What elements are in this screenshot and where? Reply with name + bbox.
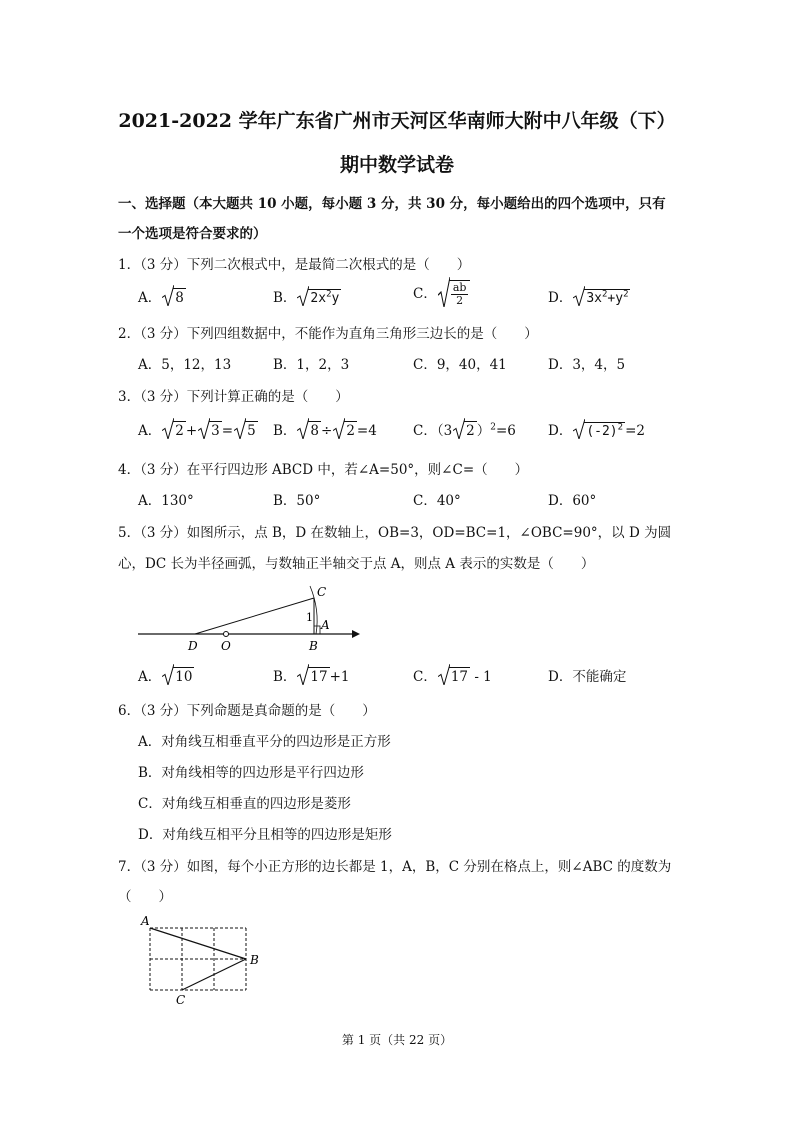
q3-option-b[interactable]: B． 8 ÷ 2 =4: [273, 419, 377, 439]
sqrt-symbol: [438, 280, 471, 307]
exam-title-line1: 2021-2022 学年广东省广州市天河区华南师大附中八年级（下）: [118, 110, 676, 132]
sqrt-symbol: 17: [438, 667, 470, 685]
q1-option-c[interactable]: C． $\frac{ab}{2}$: [413, 280, 470, 307]
q3-option-d[interactable]: D． $(-2)^2 =2$: [548, 419, 645, 439]
q6-option-a[interactable]: A．对角线互相垂直平分的四边形是正方形: [138, 734, 391, 750]
q1-option-d[interactable]: D． $3x^2+y^2$: [548, 286, 630, 306]
q5-stem-line2: 心，DC 长为半径画弧，与数轴正半轴交于点 A，则点 A 表示的实数是（ ）: [118, 556, 595, 572]
q7-stem-line1: 7．（3 分）如图，每个小正方形的边长都是 1，A，B，C 分别在格点上，则∠ABC 的度数为: [118, 859, 672, 875]
label-c: C: [176, 993, 186, 1007]
label-a: A: [321, 618, 330, 632]
q2-option-b[interactable]: B．1，2，3: [273, 357, 350, 373]
q1-option-b[interactable]: B． $2x^2y$: [273, 286, 341, 306]
q4-option-a[interactable]: A．130°: [138, 493, 194, 509]
q6-option-d[interactable]: D．对角线互相平分且相等的四边形是矩形: [138, 827, 392, 843]
label-b: B: [250, 953, 259, 967]
q5-number-line-figure: [130, 578, 370, 658]
q2-option-a[interactable]: A．5，12，13: [138, 357, 232, 373]
sqrt-symbol: $3x^2+y^2$: [573, 289, 630, 306]
label-c: C: [317, 585, 327, 599]
q5-option-b[interactable]: B． 17 +1: [273, 665, 350, 685]
sqrt-symbol: 10: [162, 667, 194, 685]
q6-option-c[interactable]: C．对角线互相垂直的四边形是菱形: [138, 796, 351, 812]
q5-option-d[interactable]: D．不能确定: [548, 669, 627, 685]
q4-stem: 4．（3 分）在平行四边形 ABCD 中，若∠A=50°，则∠C=（ ）: [118, 462, 529, 478]
sqrt-symbol: 8: [162, 288, 186, 306]
q5-option-a[interactable]: A． 10: [138, 665, 194, 685]
sqrt-symbol: 3: [198, 421, 222, 439]
segment-dc: [195, 598, 314, 634]
q7-stem-line2: （ ）: [118, 889, 172, 905]
q2-stem: 2．（3 分）下列四组数据中，不能作为直角三角形三边长的是（ ）: [118, 326, 538, 342]
q3-option-c[interactable]: C．（3 2 ）$^2$=6: [413, 419, 516, 439]
section-header-line1: 一、选择题（本大题共 10 小题，每小题 3 分，共 30 分，每小题给出的四个选项中，只有: [118, 196, 666, 212]
label-b: B: [309, 639, 318, 653]
q3-option-a[interactable]: A． 2 + 3 = 5: [138, 419, 258, 439]
q4-option-b[interactable]: B．50°: [273, 493, 321, 509]
sqrt-symbol: 2: [453, 421, 477, 439]
page-footer: 第 1 页（共 22 页）: [341, 1033, 453, 1047]
q6-stem: 6．（3 分）下列命题是真命题的是（ ）: [118, 703, 376, 719]
sqrt-symbol: $2x^2y$: [297, 289, 341, 306]
label-d: D: [188, 639, 198, 653]
sqrt-symbol: 17: [297, 667, 329, 685]
sqrt-symbol: 5: [234, 421, 258, 439]
sqrt-symbol: 2: [162, 421, 186, 439]
dashed-grid: [150, 928, 246, 990]
fraction: $\frac{ab}{2}$: [452, 281, 467, 308]
q4-option-c[interactable]: C．40°: [413, 493, 461, 509]
origin-point: [224, 632, 229, 637]
section-header-line2: 一个选项是符合要求的）: [118, 226, 267, 242]
q2-option-d[interactable]: D．3，4，5: [548, 357, 626, 373]
sqrt-symbol: 8: [297, 421, 321, 439]
q2-option-c[interactable]: C．9，40，41: [413, 357, 507, 373]
label-o: O: [221, 639, 231, 653]
segment-ab: [150, 928, 246, 959]
q1-option-a[interactable]: A． 8: [138, 286, 186, 306]
label-a: A: [141, 914, 150, 928]
q6-option-b[interactable]: B．对角线相等的四边形是平行四边形: [138, 765, 364, 781]
sqrt-symbol: 2: [333, 421, 357, 439]
q3-stem: 3．（3 分）下列计算正确的是（ ）: [118, 389, 349, 405]
q4-option-d[interactable]: D．60°: [548, 493, 597, 509]
q5-stem-line1: 5．（3 分）如图所示，点 B，D 在数轴上，OB=3，OD=BC=1，∠OBC=90°，以 D 为圆: [118, 525, 672, 541]
q5-option-c[interactable]: C． 17 - 1: [413, 665, 492, 685]
label-one: 1: [306, 611, 313, 624]
arrow-head-icon: [352, 630, 360, 638]
sqrt-symbol: $(-2)^2$: [573, 422, 625, 439]
exam-title-line2: 期中数学试卷: [339, 154, 454, 176]
q1-stem: 1．（3 分）下列二次根式中，是最简二次根式的是（ ）: [118, 257, 471, 273]
q7-grid-figure: [136, 912, 276, 1012]
